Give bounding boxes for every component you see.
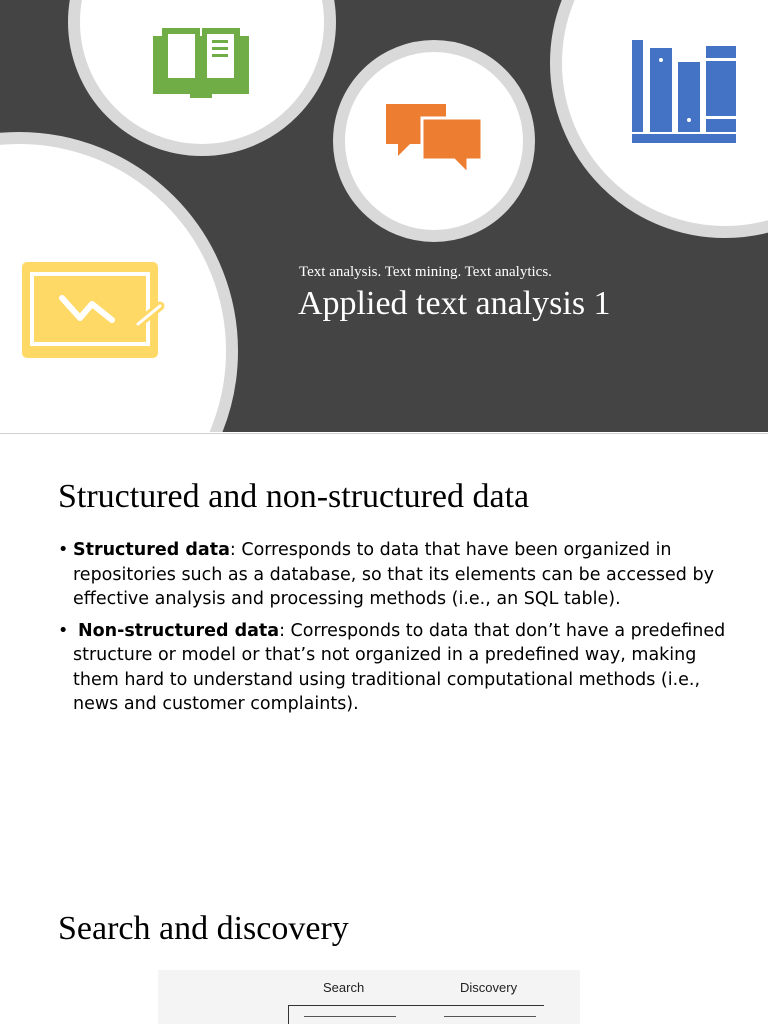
search-discovery-slide	[0, 866, 768, 1024]
whiteboard-icon	[20, 260, 165, 360]
structured-data-slide	[0, 433, 768, 865]
bullet-term: Non-structured data	[78, 620, 280, 641]
search-discovery-diagram	[158, 970, 580, 1024]
diagram-line	[304, 1016, 396, 1018]
slide-heading: Search and discovery	[58, 910, 349, 947]
search-column-label: Search	[323, 980, 365, 995]
bullet-item	[58, 619, 738, 717]
bullet-text: : Corresponds to data that don’t have a predefined structure or model or that’s not organized in a predefined way, making them hard to understand using traditional computational methods (i.e., news and customer complaints).	[73, 620, 726, 714]
slide-title: Applied text analysis 1	[298, 285, 611, 322]
title-slide	[0, 0, 768, 432]
bullet-list	[58, 538, 738, 724]
bullet-term: Structured data	[73, 540, 230, 560]
bookshelf-icon	[630, 38, 740, 146]
diagram-line	[444, 1016, 536, 1018]
slide-subtitle: Text analysis. Text mining. Text analytics.	[299, 264, 552, 280]
chat-bubbles-icon	[384, 102, 484, 176]
slide-heading: Structured and non-structured data	[58, 478, 530, 515]
diagram-frame	[288, 1005, 544, 1024]
bullet-text: : Corresponds to data that have been organized in repositories such as a database, so that its elements can be accessed by effective analysis and processing methods (i.e., an SQL table).	[73, 540, 714, 609]
bullet-item	[58, 538, 738, 612]
book-icon	[150, 24, 252, 100]
discovery-column-label: Discovery	[460, 980, 518, 995]
